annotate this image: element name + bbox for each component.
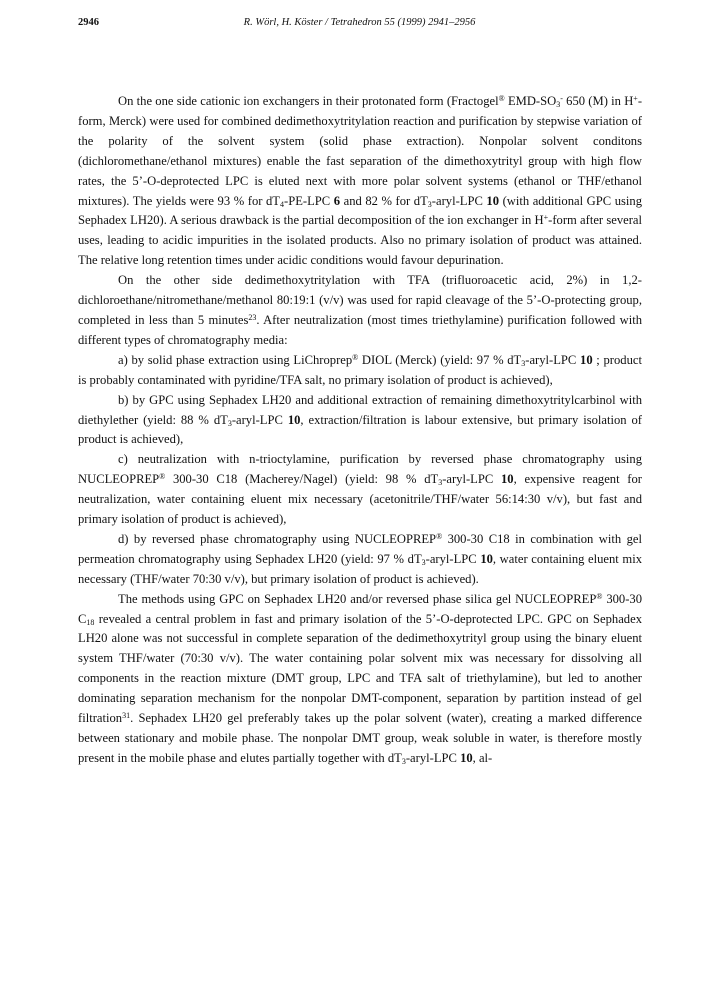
page-number: 2946 [78, 17, 99, 28]
paragraph-tfa-dedimethoxytritylation: On the other side dedimethoxytritylation with TFA (trifluoroacetic acid, 2%) in 1,2-dichloroethane/nitromethane/methanol 80:19:1 (v/v) was used for rapid cleavage of the 5’-O-protecting group, completed in less than 5 minutes$^{23}$. After neutralization (most times triethylamine) purification followed with different types of chromatography media: [78, 273, 642, 347]
list-item-b: b) by GPC using Sephadex LH20 and additional extraction of remaining dimethoxytritylcarbinol with diethylether (yield: 88 % $dT_3-aryl$-LPC 10, extraction/filtration is labour extensive, but primary isolation of product is achieved), [78, 392, 642, 447]
list-item-a: a) by solid phase extraction using LiChroprep® DIOL (Merck) (yield: 97 % $dT_3-aryl$-LPC 10 ; product is probably contaminated with pyridine/TFA salt, no primary isolation of product is achieved), [78, 352, 642, 387]
body-text [78, 92, 642, 769]
paragraph-ion-exchangers: On the one side cationic ion exchangers in their protonated form (Fractogel® EMD-$SO_3^-$ 650 (M) in H+-form, Merck) were used for combined dedimethoxytritylation reaction and purification by stepwise variation of the polarity of the solvent system (solid phase extraction). Nonpolar solvent conditons (dichloromethane/ethanol mixtures) enable the fast separation of the dimethoxytrityl group with high flow rates, the 5’-O-deprotected LPC is eluted next with more polar solvent systems (ethanol or THF/ethanol mixtures). The yields were 93 % for $dT_4-PE$-LPC 6 and 82 % for $dT_3-aryl$-LPC 10 (with additional GPC using Sephadex LH20). A serious drawback is the partial decomposition of the ion exchanger in H+-form after several uses, leading to acidic impurities in the isolated products. Also no primary isolation of product was attained. The relative long retention times under acidic conditions would favour depurination. [78, 94, 643, 268]
list-item-d: d) by reversed phase chromatography using NUCLEOPREP® 300-30 C18 in combination with gel permeation chromatography using Sephadex LH20 (yield: 97 % $dT_3-aryl$-LPC 10, water containing eluent mix necessary (THF/water 70:30 v/v), but primary isolation of product is achieved). [78, 531, 643, 586]
page-header [78, 17, 641, 33]
paragraph-gpc-methods: The methods using GPC on Sephadex LH20 and/or reversed phase silica gel NUCLEOPREP® 300-30 $C_{18}$ revealed a central problem in fast and primary isolation of the 5’-O-deprotected LPC. GPC on Sephadex LH20 alone was not successful in complete separation of the dedimethoxytrityl group using the binary eluent system THF/water (70:30 v/v). The water containing polar solvent mix was necessary for dissolving all components in the reaction mixture (DMT group, LPC and TFA salt of triethylamine), but led to another dominating separation mechanism for the nonpolar DMT-component, separation by partition instead of gel filtration$^{31}$. Sephadex LH20 gel preferably takes up the polar solvent (water), creating a marked difference between stationary and mobile phase. The nonpolar DMT group, weak soluble in water, is therefore mostly present in the mobile phase and elutes partially together with $dT_3-aryl$-LPC 10, al- [78, 591, 642, 766]
running-title: R. Wörl, H. Köster / Tetrahedron 55 (1999) 2941–2956 [243, 17, 476, 28]
list-item-c: c) neutralization with n-trioctylamine, purification by reversed phase chromatography using NUCLEOPREP® 300-30 C18 (Macherey/Nagel) (yield: 98 % $dT_3-aryl$-LPC 10, expensive reagent for neutralization, water containing eluent mix necessary (acetonitrile/THF/water 56:14:30 v/v), but fast and primary isolation of product is achieved), [78, 452, 642, 527]
